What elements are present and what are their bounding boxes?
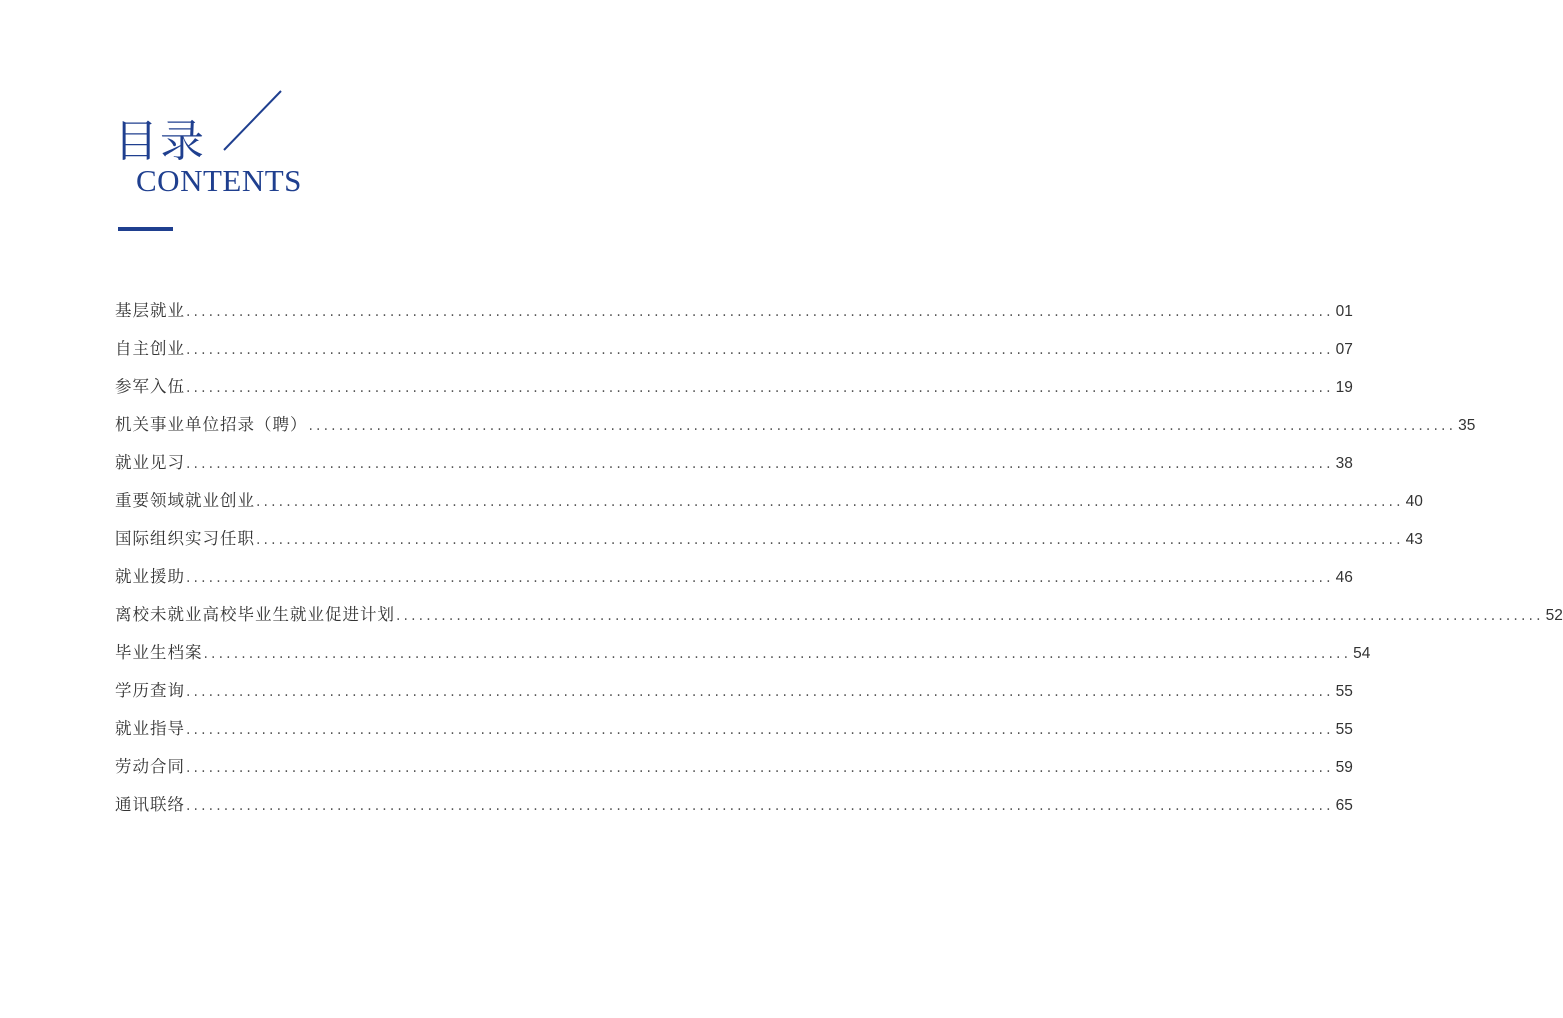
toc-entry-label: 自主创业 (115, 339, 185, 358)
toc-dot-leader: ........................................................................................................................................................ (186, 570, 1334, 586)
toc-entry-label: 学历查询 (115, 681, 185, 700)
toc-dot-leader: ........................................................................................................................................................ (396, 608, 1544, 624)
toc-dot-leader: ........................................................................................................................................................ (186, 342, 1334, 358)
toc-page-number: 55 (1335, 721, 1353, 738)
toc-page-number: 38 (1335, 455, 1353, 472)
toc-entry-label: 通讯联络 (115, 795, 185, 814)
toc-entry-label: 劳动合同 (115, 757, 185, 776)
toc-dot-leader: ........................................................................................................................................................ (186, 722, 1334, 738)
toc-entry[interactable] (115, 444, 1353, 482)
toc-entry-label: 国际组织实习任职 (115, 529, 255, 548)
toc-entry[interactable] (115, 748, 1353, 786)
toc-page-number: 55 (1335, 683, 1353, 700)
toc-dot-leader: ........................................................................................................................................................ (186, 684, 1334, 700)
toc-page-number: 19 (1335, 379, 1353, 396)
toc-entry[interactable] (115, 634, 1371, 672)
toc-entry-label: 机关事业单位招录（聘） (115, 415, 308, 434)
title-underline-bar (118, 227, 173, 231)
toc-page-number: 01 (1335, 303, 1353, 320)
toc-page-number: 59 (1335, 759, 1353, 776)
toc-entry[interactable] (115, 558, 1353, 596)
toc-dot-leader: ........................................................................................................................................................ (308, 418, 1457, 434)
toc-entry[interactable] (115, 330, 1353, 368)
toc-dot-leader: ........................................................................................................................................................ (186, 304, 1334, 320)
toc-page-number: 65 (1335, 797, 1353, 814)
toc-entry[interactable] (115, 406, 1476, 444)
title-chinese: 目录 (114, 116, 206, 167)
toc-dot-leader: ........................................................................................................................................................ (256, 494, 1404, 510)
toc-page-number: 52 (1545, 607, 1563, 624)
toc-page-number: 35 (1458, 417, 1476, 434)
toc-page-number: 07 (1335, 341, 1353, 358)
toc-entry-label: 离校未就业高校毕业生就业促进计划 (115, 605, 395, 624)
toc-entry[interactable] (115, 368, 1353, 406)
toc-dot-leader: ........................................................................................................................................................ (186, 456, 1334, 472)
title-english: CONTENTS (136, 163, 302, 198)
toc-page-number: 46 (1335, 569, 1353, 586)
toc-dot-leader: ........................................................................................................................................................ (203, 646, 1352, 662)
toc-dot-leader: ........................................................................................................................................................ (186, 798, 1334, 814)
toc-entry-label: 就业援助 (115, 567, 185, 586)
toc-entry-label: 就业指导 (115, 719, 185, 738)
table-of-contents (115, 292, 1563, 824)
toc-entry-label: 毕业生档案 (115, 643, 203, 662)
toc-entry[interactable] (115, 482, 1423, 520)
toc-entry[interactable] (115, 292, 1353, 330)
toc-entry-label: 重要领域就业创业 (115, 491, 255, 510)
toc-page-number: 40 (1405, 493, 1423, 510)
toc-entry-label: 基层就业 (115, 301, 185, 320)
toc-entry[interactable] (115, 710, 1353, 748)
decorative-slash (0, 0, 750, 260)
toc-entry[interactable] (115, 786, 1353, 824)
toc-page-number: 54 (1353, 645, 1371, 662)
toc-dot-leader: ........................................................................................................................................................ (256, 532, 1404, 548)
toc-entry-label: 就业见习 (115, 453, 185, 472)
toc-entry[interactable] (115, 596, 1563, 634)
toc-entry[interactable] (115, 520, 1423, 558)
toc-entry[interactable] (115, 672, 1353, 710)
toc-page-number: 43 (1405, 531, 1423, 548)
toc-entry-label: 参军入伍 (115, 377, 185, 396)
toc-dot-leader: ........................................................................................................................................................ (186, 380, 1334, 396)
toc-dot-leader: ........................................................................................................................................................ (186, 760, 1334, 776)
